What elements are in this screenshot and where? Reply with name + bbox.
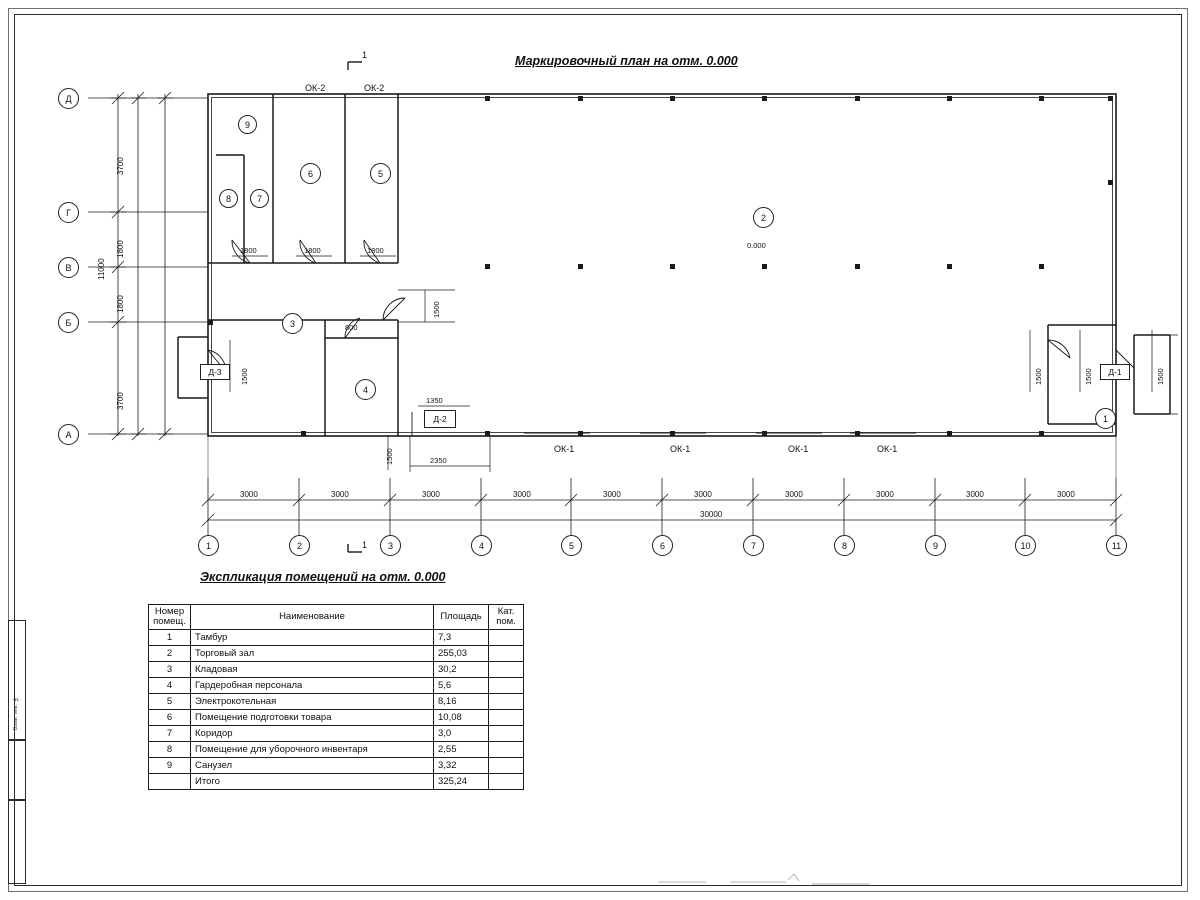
cell-area: 255,03 <box>434 645 489 661</box>
cell-category <box>489 693 524 709</box>
table-row <box>149 757 524 773</box>
horiz-dim-5: 3000 <box>603 490 621 499</box>
opening-dim-1500-f: 1500 <box>1156 368 1165 385</box>
cell-area: 3,32 <box>434 757 489 773</box>
table-row <box>149 709 524 725</box>
header-number-line2: помещ. <box>153 615 186 627</box>
header-area: Площадь <box>434 605 489 630</box>
table-row-total <box>149 773 524 789</box>
horiz-dim-7: 3000 <box>785 490 803 499</box>
door-label-d2: Д-2 <box>424 410 456 428</box>
cell-category <box>489 725 524 741</box>
opening-dim-1800-a: 1800 <box>240 246 257 255</box>
cell-category <box>489 757 524 773</box>
cell-name: Санузел <box>191 757 434 773</box>
cell-number: 1 <box>149 629 191 645</box>
section-mark-bottom: 1 <box>362 540 368 550</box>
table-header-row <box>149 605 524 630</box>
cell-category <box>489 661 524 677</box>
cell-name: Помещение подготовки товара <box>191 709 434 725</box>
axis-bubble-a: А <box>58 424 79 445</box>
opening-dim-2350: 2350 <box>430 456 447 465</box>
cell-area: 7,3 <box>434 629 489 645</box>
cell-number: 9 <box>149 757 191 773</box>
opening-dim-1800-c: 1800 <box>367 246 384 255</box>
header-number <box>149 605 191 630</box>
cell-category <box>489 677 524 693</box>
room-marker-5: 5 <box>370 163 391 184</box>
horiz-dim-9: 3000 <box>966 490 984 499</box>
cell-area: 10,08 <box>434 709 489 725</box>
stamp-cell-3 <box>8 800 26 884</box>
cell-name: Коридор <box>191 725 434 741</box>
opening-dim-1500-a: 1500 <box>432 301 441 318</box>
table-row <box>149 725 524 741</box>
axis-bubble-9: 9 <box>925 535 946 556</box>
cell-category <box>489 645 524 661</box>
horiz-dim-4: 3000 <box>513 490 531 499</box>
header-category <box>489 605 524 630</box>
vert-dim-1800-b: 1800 <box>116 295 125 313</box>
room-marker-6: 6 <box>300 163 321 184</box>
axis-bubble-6: 6 <box>652 535 673 556</box>
stamp-cell-2 <box>8 740 26 800</box>
room-marker-7: 7 <box>250 189 269 208</box>
axis-bubble-2: 2 <box>289 535 310 556</box>
window-label-ok1-d: ОК-1 <box>877 444 898 454</box>
cell-area: 325,24 <box>434 773 489 789</box>
table-row <box>149 645 524 661</box>
room-marker-4: 4 <box>355 379 376 400</box>
cell-number: 5 <box>149 693 191 709</box>
cell-area: 8,16 <box>434 693 489 709</box>
horiz-dim-6: 3000 <box>694 490 712 499</box>
opening-dim-1500-d: 1500 <box>1034 368 1043 385</box>
header-category-line2: пом. <box>496 615 516 627</box>
cell-number: 7 <box>149 725 191 741</box>
axis-bubble-d: Д <box>58 88 79 109</box>
axis-bubble-b: Б <box>58 312 79 333</box>
window-label-ok1-a: ОК-1 <box>554 444 575 454</box>
table-row <box>149 693 524 709</box>
plan-title: Маркировочный план на отм. 0.000 <box>515 54 738 68</box>
cell-area: 2,55 <box>434 741 489 757</box>
vert-dim-3700-top: 3700 <box>116 157 125 175</box>
horiz-dim-total: 30000 <box>700 510 723 519</box>
cell-area: 30,2 <box>434 661 489 677</box>
cell-name: Электрокотельная <box>191 693 434 709</box>
cell-number: 4 <box>149 677 191 693</box>
cell-name: Кладовая <box>191 661 434 677</box>
cell-number: 2 <box>149 645 191 661</box>
cell-number: 8 <box>149 741 191 757</box>
opening-dim-1500-c: 1500 <box>385 448 394 465</box>
vert-dim-total: 11000 <box>97 258 106 280</box>
section-mark-top: 1 <box>362 50 368 60</box>
opening-dim-1800-b: 1800 <box>304 246 321 255</box>
cell-area: 3,0 <box>434 725 489 741</box>
window-label-ok2-b: ОК-2 <box>364 83 385 93</box>
vert-dim-3700-bottom: 3700 <box>116 392 125 410</box>
cell-name: Итого <box>191 773 434 789</box>
cell-name: Помещение для уборочного инвентаря <box>191 741 434 757</box>
door-label-d3: Д-3 <box>200 364 230 380</box>
opening-dim-1500-e: 1500 <box>1084 368 1093 385</box>
opening-dim-1500-b: 1500 <box>240 368 249 385</box>
axis-bubble-8: 8 <box>834 535 855 556</box>
explication-title: Экспликация помещений на отм. 0.000 <box>200 570 446 584</box>
window-label-ok1-c: ОК-1 <box>788 444 809 454</box>
cell-name: Тамбур <box>191 629 434 645</box>
horiz-dim-3: 3000 <box>422 490 440 499</box>
axis-bubble-3: 3 <box>380 535 401 556</box>
header-number-line1: Номер <box>154 606 185 617</box>
axis-bubble-7: 7 <box>743 535 764 556</box>
cell-name: Гардеробная персонала <box>191 677 434 693</box>
horiz-dim-10: 3000 <box>1057 490 1075 499</box>
cell-category <box>489 709 524 725</box>
level-mark: 0.000 <box>747 241 766 250</box>
horiz-dim-1: 3000 <box>240 490 258 499</box>
cell-name: Торговый зал <box>191 645 434 661</box>
cell-number: 6 <box>149 709 191 725</box>
cell-category <box>489 629 524 645</box>
cell-category <box>489 773 524 789</box>
table-row <box>149 677 524 693</box>
room-marker-9: 9 <box>238 115 257 134</box>
cell-area: 5,6 <box>434 677 489 693</box>
room-marker-3: 3 <box>282 313 303 334</box>
room-marker-2: 2 <box>753 207 774 228</box>
door-label-d1: Д-1 <box>1100 364 1130 380</box>
axis-bubble-5: 5 <box>561 535 582 556</box>
horiz-dim-8: 3000 <box>876 490 894 499</box>
axis-bubble-10: 10 <box>1015 535 1036 556</box>
horiz-dim-2: 3000 <box>331 490 349 499</box>
axis-bubble-1: 1 <box>198 535 219 556</box>
room-marker-1: 1 <box>1095 408 1116 429</box>
header-category-line1: Кат. <box>497 606 515 617</box>
explication-table <box>148 604 524 790</box>
axis-bubble-g: Г <box>58 202 79 223</box>
window-label-ok1-b: ОК-1 <box>670 444 691 454</box>
table-row <box>149 661 524 677</box>
axis-bubble-v: В <box>58 257 79 278</box>
cell-number <box>149 773 191 789</box>
cell-category <box>489 741 524 757</box>
cell-number: 3 <box>149 661 191 677</box>
table-row <box>149 629 524 645</box>
axis-bubble-4: 4 <box>471 535 492 556</box>
axis-bubble-11: 11 <box>1106 535 1127 556</box>
opening-dim-1350: 1350 <box>426 396 443 405</box>
opening-dim-800: 800 <box>345 323 358 332</box>
window-label-ok2-a: ОК-2 <box>305 83 326 93</box>
vert-dim-1800-a: 1800 <box>116 240 125 258</box>
header-name: Наименование <box>191 605 434 630</box>
table-row <box>149 741 524 757</box>
stamp-label: Взам. инв. № <box>13 695 19 730</box>
room-marker-8: 8 <box>219 189 238 208</box>
